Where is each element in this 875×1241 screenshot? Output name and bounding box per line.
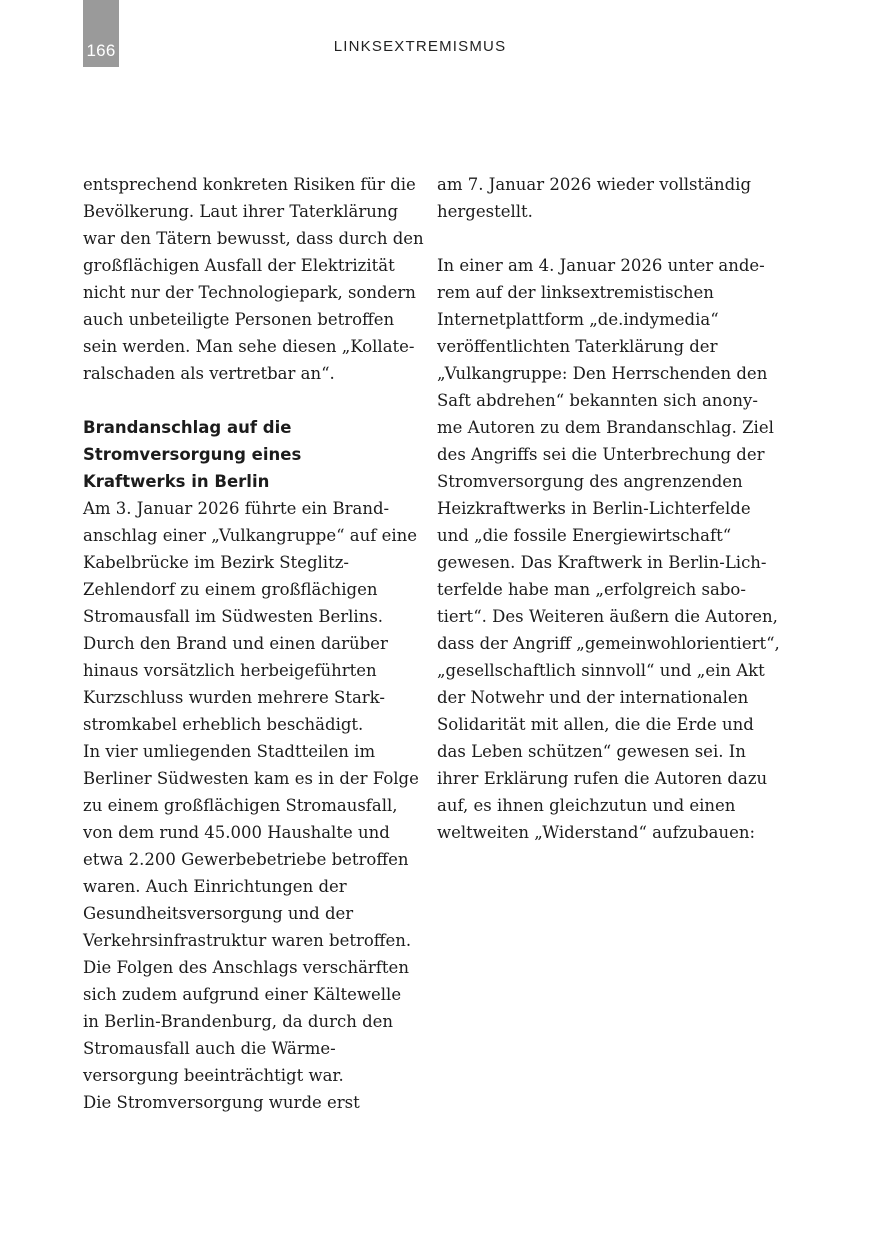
text-line: zu einem großflächigen Stromausfall, <box>83 796 398 815</box>
text-line: In einer am 4. Januar 2026 unter ande- <box>437 256 765 275</box>
text-line: das Leben schützen“ gewesen sei. In <box>437 742 746 761</box>
text-line: Durch den Brand und einen darüber <box>83 634 388 653</box>
heading-line: Stromversorgung eines <box>83 445 302 464</box>
text-line: auf, es ihnen gleichzutun und einen <box>437 796 736 815</box>
text-line: sich zudem aufgrund einer Kältewelle <box>83 985 402 1004</box>
page-number-tab <box>83 0 119 67</box>
text-line: Stromausfall auch die Wärme- <box>83 1039 336 1058</box>
text-line: „Vulkangruppe: Den Herrschenden den <box>437 364 768 383</box>
text-line: Zehlendorf zu einem großflächigen <box>83 580 378 599</box>
text-line: Gesundheitsversorgung und der <box>83 904 354 923</box>
text-line: tiert“. Des Weiteren äußern die Autoren, <box>437 607 778 626</box>
text-line: Stromausfall im Südwesten Berlins. <box>83 607 384 626</box>
text-line: hergestellt. <box>437 202 533 221</box>
text-line: gewesen. Das Kraftwerk in Berlin-Lich- <box>437 553 767 572</box>
text-line: war den Tätern bewusst, dass durch den <box>83 229 424 248</box>
text-line: ihrer Erklärung rufen die Autoren dazu <box>437 769 768 788</box>
text-line: me Autoren zu dem Brandanschlag. Ziel <box>437 418 774 437</box>
text-line: nicht nur der Technologiepark, sondern <box>83 283 416 302</box>
text-line: von dem rund 45.000 Haushalte und <box>83 823 390 842</box>
text-line: Saft abdrehen“ bekannten sich anony- <box>437 391 758 410</box>
text-line: des Angriffs sei die Unterbrechung der <box>437 445 765 464</box>
section-body <box>83 495 419 1116</box>
text-line: anschlag einer „Vulkangruppe“ auf eine <box>83 526 418 545</box>
text-line: Kabelbrücke im Bezirk Steglitz- <box>83 553 349 572</box>
text-line: hinaus vorsätzlich herbeigeführten <box>83 661 377 680</box>
text-line: Solidarität mit allen, die die Erde und <box>437 715 754 734</box>
text-line: etwa 2.200 Gewerbebetriebe betroffen <box>83 850 409 869</box>
text-line: großflächigen Ausfall der Elektrizität <box>83 256 395 275</box>
page-number: 166 <box>86 41 116 60</box>
text-line: in Berlin-Brandenburg, da durch den <box>83 1012 394 1031</box>
continuation-paragraph <box>437 171 767 225</box>
text-line: terfelde habe man „erfolgreich sabo- <box>437 580 746 599</box>
text-line: Stromversorgung des angrenzenden <box>437 472 743 491</box>
text-line: Berliner Südwesten kam es in der Folge <box>83 769 419 788</box>
heading-line: Brandanschlag auf die <box>83 418 292 437</box>
text-line: versorgung beeinträchtigt war. <box>83 1066 344 1085</box>
claim-paragraph <box>437 252 780 846</box>
text-line: Internetplattform „de.indymedia“ <box>437 310 719 329</box>
text-line: weltweiten „Widerstand“ aufzubauen: <box>437 823 756 842</box>
text-line: sein werden. Man sehe diesen „Kollate- <box>83 337 415 356</box>
text-line: Die Stromversorgung wurde erst <box>83 1093 360 1112</box>
text-line: Bevölkerung. Laut ihrer Taterklärung <box>83 202 399 221</box>
text-line: rem auf der linksextremistischen <box>437 283 714 302</box>
text-line: der Notwehr und der internationalen <box>437 688 749 707</box>
left-column <box>83 171 424 1116</box>
text-line: Am 3. Januar 2026 führte ein Brand- <box>83 499 390 518</box>
text-line: veröffentlichten Taterklärung der <box>437 337 718 356</box>
right-column <box>437 171 780 846</box>
text-line: waren. Auch Einrichtungen der <box>83 877 347 896</box>
text-line: stromkabel erheblich beschädigt. <box>83 715 364 734</box>
text-line: dass der Angriff „gemeinwohlorientiert“, <box>437 634 780 653</box>
heading-line: Kraftwerks in Berlin <box>83 472 270 491</box>
text-line: entsprechend konkreten Risiken für die <box>83 175 416 194</box>
paragraph-spacer <box>83 387 413 414</box>
text-line: auch unbeteiligte Personen betroffen <box>83 310 395 329</box>
text-line: Kurzschluss wurden mehrere Stark- <box>83 688 385 707</box>
text-line: am 7. Januar 2026 wieder vollständig <box>437 175 752 194</box>
intro-paragraph <box>83 171 424 387</box>
text-line: und „die fossile Energiewirtschaft“ <box>437 526 732 545</box>
text-line: Verkehrsinfrastruktur waren betroffen. <box>83 931 412 950</box>
paragraph-spacer <box>437 225 767 252</box>
text-line: In vier umliegenden Stadtteilen im <box>83 742 376 761</box>
text-line: Die Folgen des Anschlags verschärften <box>83 958 409 977</box>
text-line: „gesellschaftlich sinnvoll“ und „ein Akt <box>437 661 765 680</box>
text-line: ralschaden als vertretbar an“. <box>83 364 335 383</box>
text-line: Heizkraftwerks in Berlin-Lichterfelde <box>437 499 751 518</box>
section-heading <box>83 414 413 495</box>
running-header: LINKSEXTREMISMUS <box>333 38 507 55</box>
